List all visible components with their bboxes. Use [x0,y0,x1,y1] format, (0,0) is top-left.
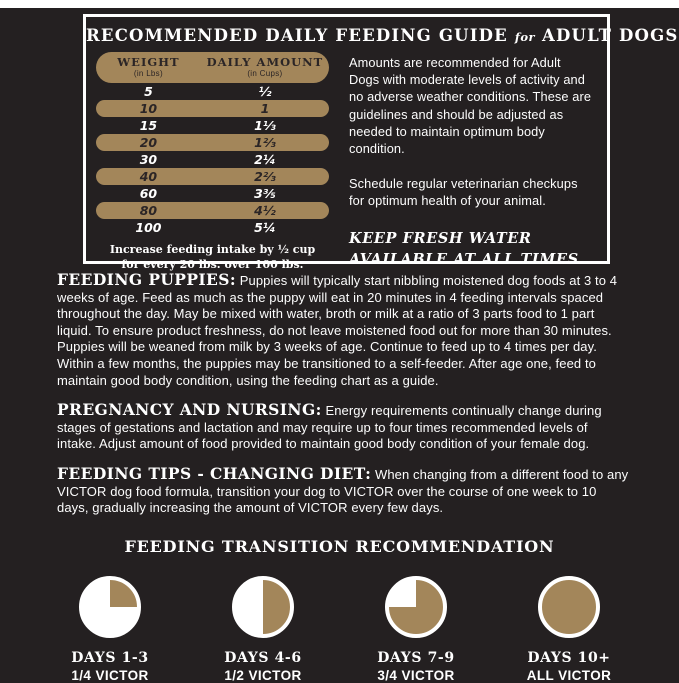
weight-cell: 80 [139,203,158,218]
weight-cell: 5 [144,84,153,99]
transition-steps [0,576,679,683]
info-section [57,463,629,517]
panel-title [86,26,679,45]
weight-cell: 10 [139,101,158,116]
amounts-note: Amounts are recommended for Adult Dogs with moderate levels of activity and no adverse weather conditions. These are guidelines and should be adjusted as needed to maintain optimum body condition. [349,55,592,157]
transition-step [210,576,316,683]
section-body: When changing from a different food to any VICTOR dog food formula, transition your dog to VICTOR over the course of one week to 10 days, gradually increasing the amount of VICTOR every few days. [57,466,629,516]
transition-heading: FEEDING TRANSITION RECOMMENDATION [124,537,555,556]
weight-cell: 30 [139,152,158,167]
weight-cell: 40 [139,169,158,184]
table-row [96,219,329,236]
panel-title-main: RECOMMENDED DAILY FEEDING GUIDE [86,26,508,45]
amount-cell: 1⅓ [254,118,276,133]
step-days-label: DAYS 10+ [527,650,611,666]
step-ratio-label: ALL VICTOR [526,668,612,683]
amount-cell: 3⅗ [254,186,276,201]
info-section [57,402,629,453]
section-body: Puppies will typically start nibbling moistened dog foods at 3 to 4 weeks of age. Feed as much as the puppy will eat in 20 minutes in 4 feeding intervals spaced throughout the day. May be mixed with water, broth or milk at a ratio of 3 parts food to 1 part liquid. To ensure product freshness, do not leave moistened food out for more than 30 minutes. Puppies will be weaned from milk by 3 weeks of age. Continue to feed up to 4 times per day. Within a few months, the puppies may be transitioned to a self-feeder. After age one, feed to maintain good body condition, using the feeding chart as a guide. [57,273,618,388]
victor-ratio-pie-icon [385,576,447,638]
victor-ratio-pie-icon [538,576,600,638]
amount-cell: 1 [260,101,270,116]
table-row [96,185,329,202]
section-heading: PREGNANCY AND NURSING: [57,400,322,420]
table-row [96,151,329,168]
transition-block [0,537,679,683]
section-body: Energy requirements continually change during stages of gestations and lactation and may require up to four times recommended levels of intake. Adjust amount of food provided to maintain good body condition of your female dog. [57,403,602,452]
table-row [96,202,329,219]
panel-title-end: ADULT DOGS [542,26,679,45]
weight-cell: 100 [135,220,162,235]
victor-ratio-pie-icon [79,576,141,638]
info-sections [57,272,629,530]
amount-cell: 5¼ [254,220,276,235]
step-days-label: DAYS 7-9 [377,650,455,666]
transition-step [363,576,469,683]
step-ratio-label: 1/4 VICTOR [71,668,149,683]
panel-title-for: for [514,30,536,44]
step-ratio-label: 1/2 VICTOR [224,668,302,683]
vet-checkup-note: Schedule regular veterinarian checkups for optimum health of your animal. [349,176,578,209]
amount-cell: 2⅔ [254,169,276,184]
table-note: Increase feeding intake by ½ cup for every 20 lbs. over 100 lbs. [109,243,316,271]
weight-header-unit: (in Lbs) [133,69,163,79]
table-row [96,100,329,117]
table-row [96,83,329,100]
step-days-label: DAYS 4-6 [224,650,302,666]
weight-cell: 60 [139,186,158,201]
weight-cell: 20 [139,135,158,150]
amount-cell: 1⅔ [254,135,276,150]
section-heading: FEEDING PUPPIES: [57,270,236,289]
section-heading: FEEDING TIPS - CHANGING DIET: [57,463,372,483]
weight-header-label: WEIGHT [117,54,180,69]
table-row [96,117,329,134]
transition-step [516,576,622,683]
step-days-label: DAYS 1-3 [71,650,149,666]
feeding-table-rows [96,83,329,236]
weight-header [96,54,201,79]
feeding-table-header [96,52,329,83]
amount-header-unit: (in Cups) [247,69,283,79]
table-row [96,168,329,185]
guide-notes-column [329,52,607,273]
feeding-guide-panel [83,14,679,271]
weight-cell: 15 [139,118,158,133]
amount-cell: ½ [258,84,272,99]
label-top-edge [0,0,679,8]
panel-content [86,52,607,273]
amount-cell: 4½ [254,203,276,218]
info-section [57,272,629,389]
step-ratio-label: 3/4 VICTOR [377,668,455,683]
amount-header [201,54,329,79]
victor-ratio-pie-icon [232,576,294,638]
feeding-table [96,52,329,273]
transition-step [57,576,163,683]
table-row [96,134,329,151]
fresh-water-note: KEEP FRESH WATER AVAILABLE AT ALL TIMES. [349,229,584,269]
amount-cell: 2¼ [254,152,276,167]
amount-header-label: DAILY AMOUNT [206,54,324,69]
